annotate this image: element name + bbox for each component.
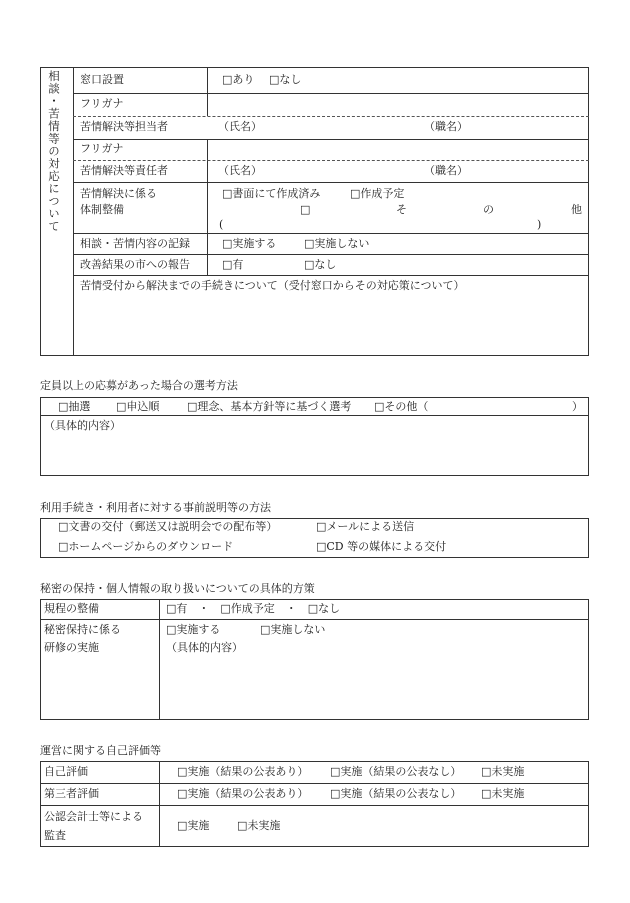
job-title-field-label: （職名） bbox=[424, 120, 468, 133]
report-label: 改善結果の市への報告 bbox=[80, 258, 190, 271]
privacy-heading: 秘密の保持・個人情報の取り扱いについての具体的方策 bbox=[40, 582, 315, 595]
divider bbox=[207, 182, 208, 275]
system-option-written[interactable]: □書面にて作成済み bbox=[222, 187, 321, 200]
system-option-other-text: そ bbox=[396, 203, 407, 216]
consultation-side-label: 相談・苦情等の対応について bbox=[47, 70, 61, 233]
training-label-line1: 秘密保持に係る bbox=[44, 623, 121, 636]
divider bbox=[40, 619, 589, 620]
system-label-line2: 体制整備 bbox=[80, 203, 124, 216]
divider bbox=[40, 783, 589, 784]
name-field-label: （氏名） bbox=[218, 120, 262, 133]
paren-close: ） bbox=[572, 400, 583, 413]
window-option-no[interactable]: □なし bbox=[269, 73, 302, 86]
audit-option-yes[interactable]: □実施 bbox=[177, 819, 210, 832]
training-option-yes[interactable]: □実施する bbox=[166, 623, 221, 636]
furigana-label: フリガナ bbox=[80, 97, 124, 110]
divider bbox=[73, 116, 589, 117]
paren-open: ( bbox=[219, 218, 224, 231]
responsible-label: 苦情解決等責任者 bbox=[80, 164, 168, 177]
job-title-field-label: （職名） bbox=[424, 164, 468, 177]
evaluation-heading: 運営に関する自己評価等 bbox=[40, 744, 161, 757]
audit-label-line2: 監査 bbox=[44, 829, 66, 842]
explanation-option-download[interactable]: □ホームページからのダウンロード bbox=[58, 540, 234, 553]
procedure-label: 苦情受付から解決までの手続きについて（受付窓口からその対応策について） bbox=[80, 279, 465, 292]
divider bbox=[159, 761, 160, 847]
divider bbox=[159, 599, 160, 720]
system-option-other-text: 他 bbox=[571, 203, 582, 216]
system-option-other-checkbox[interactable]: □ bbox=[300, 203, 311, 216]
record-option-yes[interactable]: □実施する bbox=[222, 237, 277, 250]
record-option-no[interactable]: □実施しない bbox=[304, 237, 370, 250]
third-option-published[interactable]: □実施（結果の公表あり） bbox=[177, 787, 309, 800]
divider bbox=[73, 182, 589, 183]
selection-option-other[interactable]: □その他（ bbox=[374, 400, 429, 413]
divider bbox=[73, 139, 589, 140]
audit-label-line1: 公認会計士等による bbox=[44, 810, 143, 823]
divider bbox=[73, 67, 74, 356]
window-label: 窓口設置 bbox=[80, 73, 124, 86]
explanation-heading: 利用手続き・利用者に対する事前説明等の方法 bbox=[40, 501, 271, 514]
system-option-planned[interactable]: □作成予定 bbox=[350, 187, 405, 200]
divider bbox=[73, 160, 589, 161]
divider bbox=[207, 67, 208, 116]
explanation-option-document[interactable]: □文書の交付（郵送又は説明会での配布等） bbox=[58, 520, 278, 533]
report-option-yes[interactable]: □有 bbox=[222, 258, 244, 271]
privacy-table bbox=[40, 599, 589, 720]
divider bbox=[73, 233, 589, 234]
third-option-unpublished[interactable]: □実施（結果の公表なし） bbox=[330, 787, 462, 800]
divider bbox=[73, 254, 589, 255]
furigana-label: フリガナ bbox=[80, 142, 124, 155]
divider bbox=[40, 805, 589, 806]
person-label: 苦情解決等担当者 bbox=[80, 120, 168, 133]
training-detail-label: （具体的内容） bbox=[166, 641, 243, 654]
explanation-option-cd[interactable]: □CD 等の媒体による交付 bbox=[316, 540, 447, 553]
divider bbox=[40, 415, 589, 416]
training-label-line2: 研修の実施 bbox=[44, 641, 99, 654]
system-label-line1: 苦情解決に係る bbox=[80, 187, 157, 200]
divider bbox=[73, 275, 589, 276]
selection-option-order[interactable]: □申込順 bbox=[116, 400, 160, 413]
third-option-none[interactable]: □未実施 bbox=[481, 787, 525, 800]
rules-label: 規程の整備 bbox=[44, 602, 99, 615]
selection-option-philosophy[interactable]: □理念、基本方針等に基づく選考 bbox=[187, 400, 352, 413]
self-option-unpublished[interactable]: □実施（結果の公表なし） bbox=[330, 765, 462, 778]
training-option-no[interactable]: □実施しない bbox=[260, 623, 326, 636]
selection-option-lottery[interactable]: □抽選 bbox=[58, 400, 91, 413]
selection-heading: 定員以上の応募があった場合の選考方法 bbox=[40, 379, 238, 392]
system-option-other-text: の bbox=[483, 203, 494, 216]
report-option-no[interactable]: □なし bbox=[304, 258, 337, 271]
name-field-label: （氏名） bbox=[218, 164, 262, 177]
self-option-published[interactable]: □実施（結果の公表あり） bbox=[177, 765, 309, 778]
self-option-none[interactable]: □未実施 bbox=[481, 765, 525, 778]
audit-option-no[interactable]: □未実施 bbox=[237, 819, 281, 832]
selection-detail-label: （具体的内容） bbox=[44, 419, 121, 432]
record-label: 相談・苦情内容の記録 bbox=[80, 237, 190, 250]
divider bbox=[73, 93, 589, 94]
rules-options[interactable]: □有 ・ □作成予定 ・ □なし bbox=[166, 602, 341, 615]
explanation-option-email[interactable]: □メールによる送信 bbox=[316, 520, 415, 533]
paren-close: ) bbox=[537, 218, 542, 231]
window-option-yes[interactable]: □あり bbox=[222, 73, 255, 86]
self-evaluation-label: 自己評価 bbox=[44, 765, 88, 778]
third-party-label: 第三者評価 bbox=[44, 787, 99, 800]
